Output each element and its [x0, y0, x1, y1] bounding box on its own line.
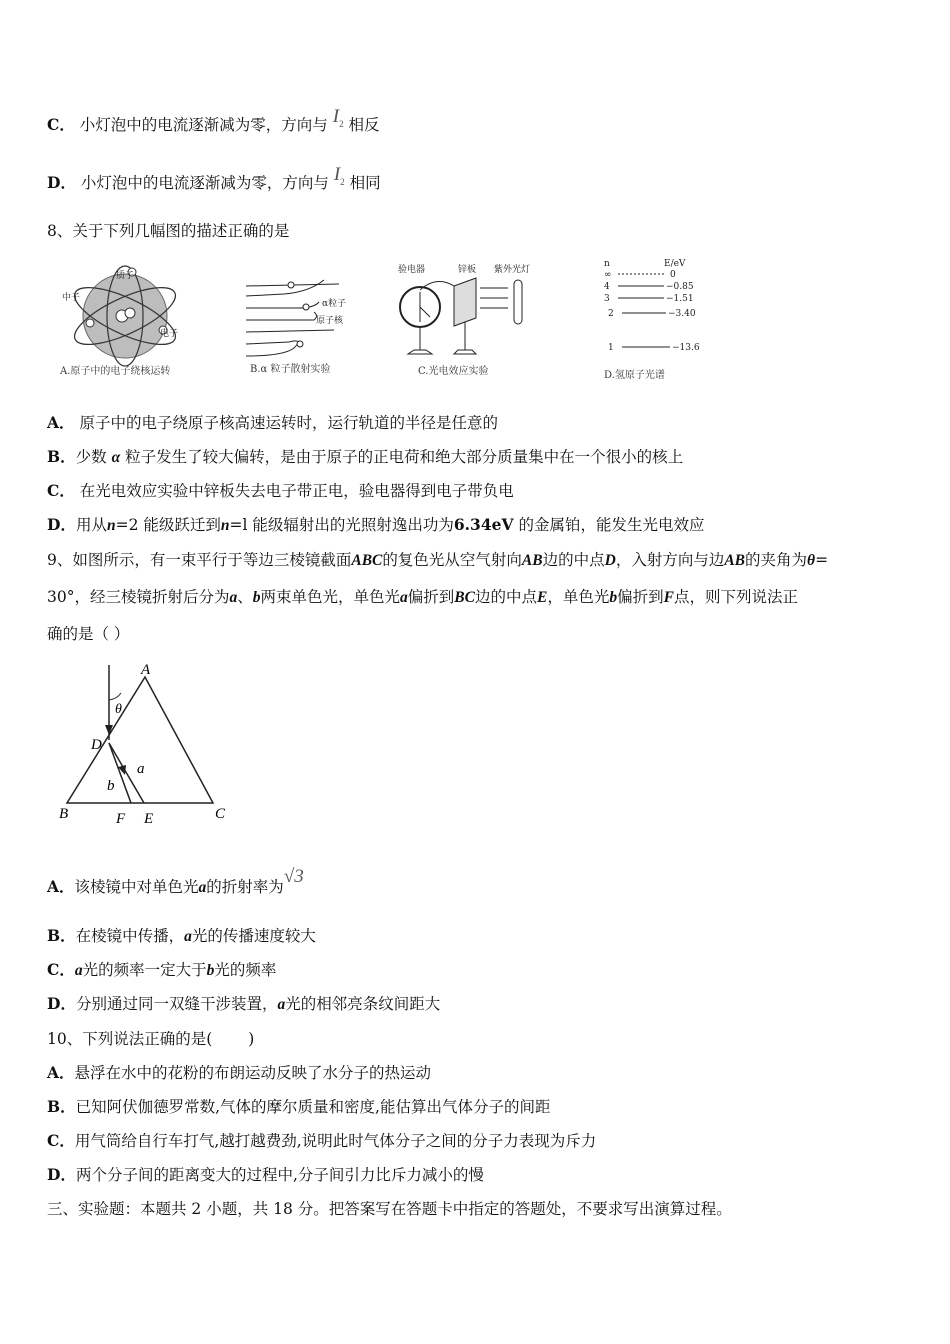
option-9a: A．该棱镜中对单色光a的折射率为√3: [47, 866, 304, 896]
nucleus: [297, 341, 303, 347]
option-label: B．: [47, 1097, 76, 1116]
level-e: −1.51: [666, 294, 694, 304]
label-electroscope: 验电器: [398, 265, 426, 275]
angle-theta: θ: [115, 702, 122, 717]
option-text: 在光电效应实验中锌板失去电子带正电，验电器得到电子带负电: [79, 482, 514, 500]
option-label: C．: [47, 481, 75, 500]
caption-c: C.光电效应实验: [418, 366, 489, 377]
option-10c: [47, 1131, 596, 1151]
electroscope-needle: [420, 307, 430, 317]
point-f: F: [116, 811, 126, 827]
option-text: 已知阿伏伽德罗常数,气体的摩尔质量和密度,能估算出气体分子的间距: [75, 1098, 551, 1116]
option-label: D．: [47, 994, 76, 1013]
plate-base: [454, 350, 476, 354]
math-i2: $I_2$: [332, 106, 344, 129]
beam-path: [246, 341, 298, 356]
option-text: 用气筒给自行车打气,越打越费劲,说明此时气体分子之间的分子力表现为斥力: [74, 1132, 597, 1150]
header-e: E/eV: [664, 259, 686, 269]
level-n: 2: [608, 309, 614, 319]
option-label: D．: [47, 1165, 76, 1184]
vertex-b: B: [59, 806, 69, 822]
option-label: C．: [47, 1131, 75, 1150]
option-text: 小灯泡中的电流逐渐减为零，方向与: [80, 174, 329, 192]
option-8a: [47, 413, 498, 433]
point-e: E: [144, 811, 154, 827]
caption-d: D.氢原子光谱: [604, 370, 665, 381]
option-8d: D．用从n=2 能级跃迁到n=l 能级辐射出的光照射逸出功为6.34eV 的金属铂，能发生光电效应: [47, 515, 705, 534]
caption-b: B.α 粒子散射实验: [250, 364, 331, 375]
level-n: 3: [604, 294, 610, 304]
option-text: 两个分子间的距离变大的过程中,分子间引力比斥力减小的慢: [75, 1166, 484, 1184]
question-9-line-3: 确的是（ ）: [47, 625, 130, 643]
option-10d: [47, 1165, 484, 1185]
option-text: 小灯泡中的电流逐渐减为零，方向与: [79, 116, 328, 134]
question-9-line-1: 9、如图所示，有一束平行于等边三棱镜截面ABC的复色光从空气射向AB边的中点D，入射方向与边AB的夹角为θ=: [47, 551, 829, 569]
option-label: D．: [47, 515, 76, 534]
figure-prism: [55, 655, 235, 830]
option-tail: 相同: [349, 174, 381, 192]
option-7d: [47, 164, 381, 200]
vertex-a: A: [141, 662, 151, 678]
figure-photoelectric: [390, 262, 540, 382]
label-proton: 质子: [116, 271, 135, 281]
level-e: −3.40: [668, 309, 696, 319]
option-tail: 相反: [348, 116, 380, 134]
question-9-line-2: 30°，经三棱镜折射后分为a、b两束单色光，单色光a偏折到BC边的中点E，单色光b偏折到F点，则下列说法正: [47, 588, 798, 606]
beam-path: [246, 330, 334, 332]
option-label: C．: [47, 960, 75, 979]
option-label: A．: [47, 877, 75, 896]
option-8b: B．少数 α 粒子发生了较大偏转，是由于原子的正电荷和绝大部分质量集中在一个很小的核上: [47, 447, 684, 466]
section-3-heading: 三、实验题：本题共 2 小题，共 18 分。把答案写在答题卡中指定的答题处，不要求写出演算过程。: [47, 1200, 732, 1218]
sqrt-3: √3: [283, 866, 304, 887]
option-label: A．: [47, 1063, 75, 1082]
level-e: −0.85: [666, 282, 694, 292]
label-zinc-plate: 锌板: [458, 265, 477, 275]
option-text: 原子中的电子绕原子核高速运转时，运行轨道的半径是任意的: [79, 414, 498, 432]
option-9b: B．在棱镜中传播，a光的传播速度较大: [47, 926, 316, 945]
label-electron: 电子: [160, 329, 179, 339]
nucleus: [303, 304, 309, 310]
option-10b: [47, 1097, 550, 1117]
question-10-stem: 10、下列说法正确的是( ): [47, 1030, 255, 1048]
nucleus: [288, 282, 294, 288]
math-i2: $I_2$: [333, 164, 345, 187]
option-label: C．: [47, 115, 75, 134]
level-e: 0: [670, 270, 676, 280]
label-neutron: 中子: [62, 293, 81, 303]
option-label: D．: [47, 173, 76, 192]
prism-triangle: [67, 677, 213, 803]
figure-alpha-scattering: [244, 272, 364, 382]
point-d: D: [91, 737, 102, 753]
angle-arc: [109, 693, 121, 700]
beam-path: [246, 312, 317, 320]
header-n: n: [604, 259, 610, 269]
figure-atom: [60, 258, 210, 383]
zinc-plate: [454, 278, 476, 326]
label-alpha: α粒子: [322, 299, 347, 309]
option-10a: [47, 1063, 431, 1083]
level-e: −13.6: [672, 343, 700, 353]
beam-b-label: b: [107, 778, 115, 794]
option-9d: D．分别通过同一双缝干涉装置，a光的相邻亮条纹间距大: [47, 994, 441, 1013]
level-n: ∞: [604, 270, 612, 280]
option-9c: C．a光的频率一定大于b光的频率: [47, 960, 277, 979]
beam-a-label: a: [137, 761, 145, 777]
vertex-c: C: [215, 806, 226, 822]
electron: [86, 319, 94, 327]
beam-path: [246, 280, 324, 296]
question-8-stem: 8、关于下列几幅图的描述正确的是: [47, 222, 290, 240]
ray-b: [109, 743, 131, 803]
level-n: 4: [604, 282, 610, 292]
uv-lamp: [514, 280, 522, 324]
option-label: A．: [47, 413, 75, 432]
caption-a: A.原子中的电子绕核运转: [60, 366, 171, 377]
option-8c: [47, 481, 514, 501]
label-uv-lamp: 紫外光灯: [494, 265, 531, 275]
option-text: 悬浮在水中的花粉的布朗运动反映了水分子的热运动: [74, 1064, 432, 1082]
figure-hydrogen-levels: [600, 258, 710, 383]
nucleon: [125, 308, 135, 318]
option-label: B．: [47, 926, 76, 945]
label-nucleus: 原子核: [316, 316, 344, 326]
electroscope-stand: [408, 327, 432, 354]
level-n: 1: [608, 343, 614, 353]
option-label: B．: [47, 447, 76, 466]
option-7c: [47, 106, 380, 142]
